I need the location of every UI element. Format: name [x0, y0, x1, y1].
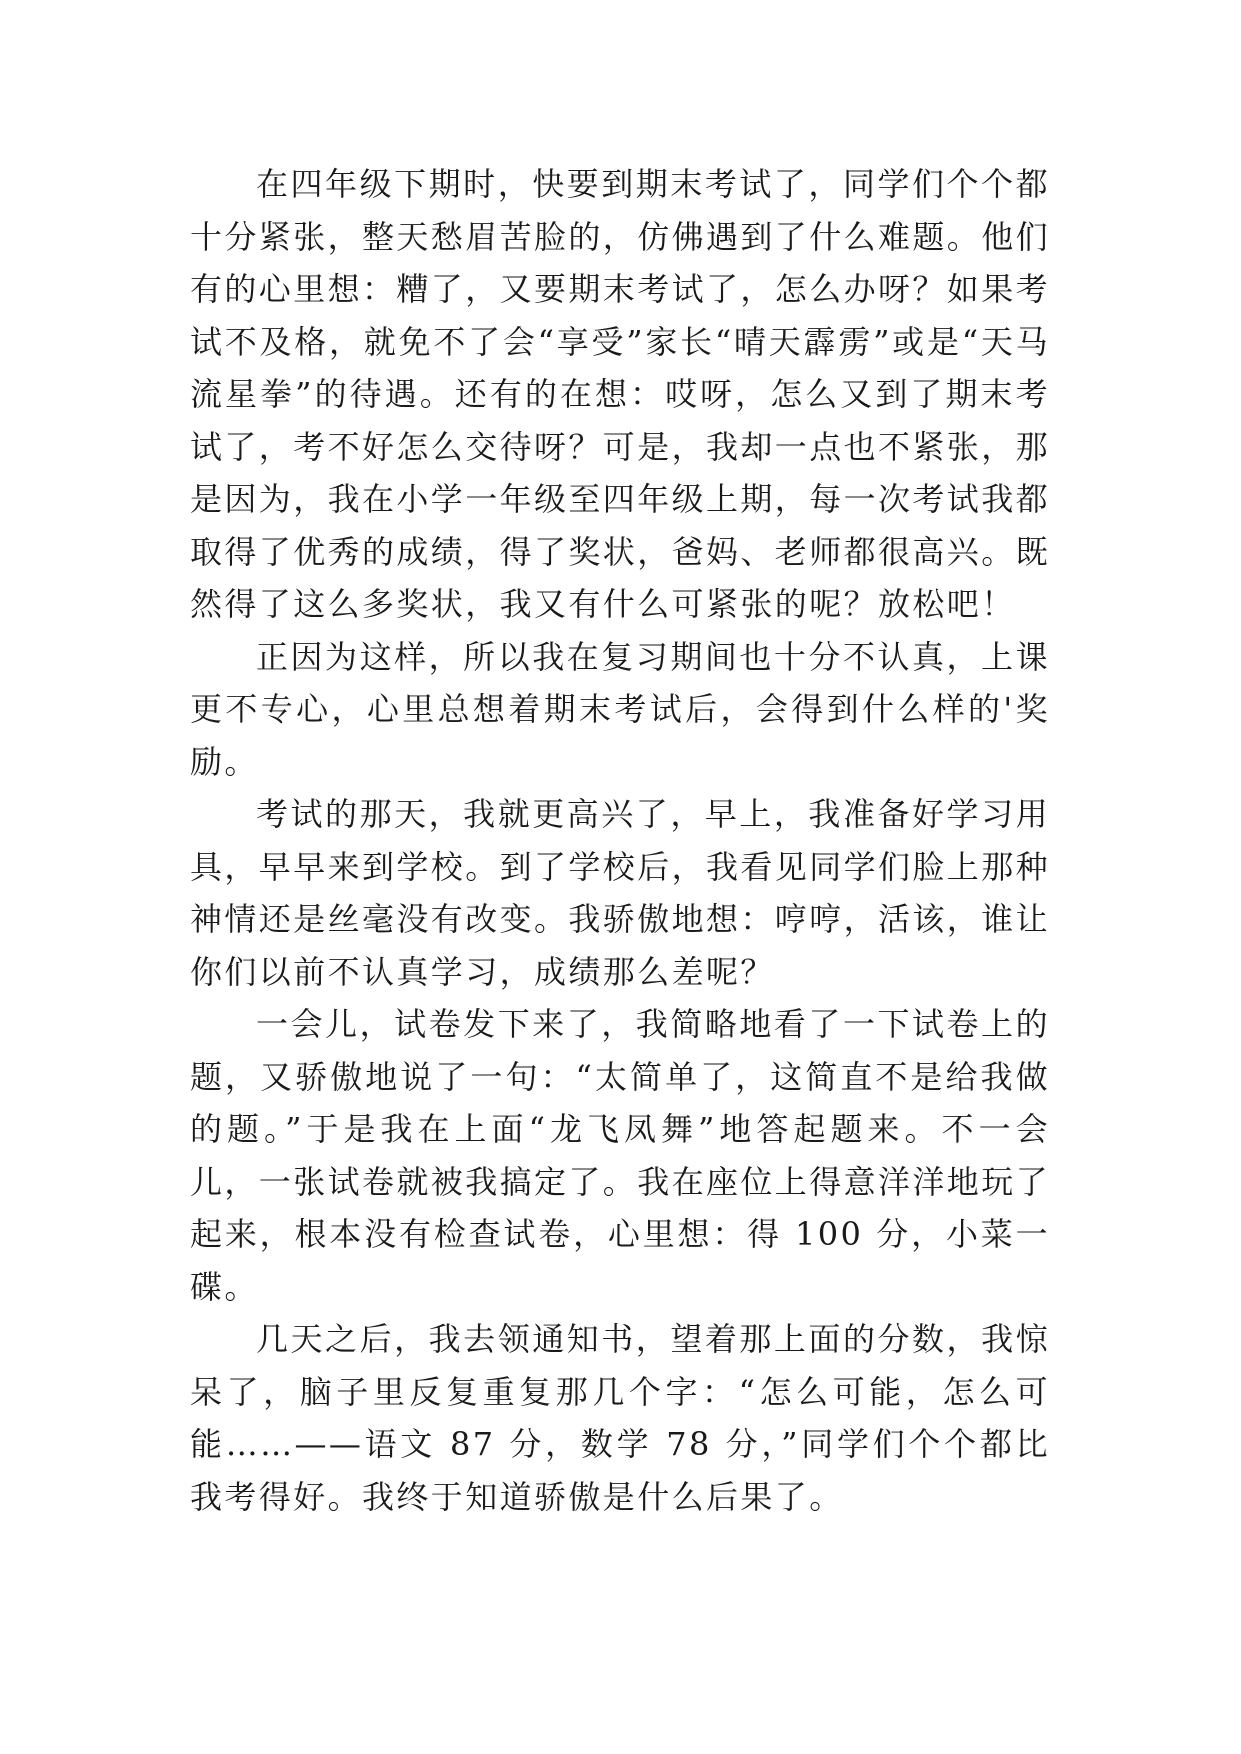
paragraph-4: 一会儿，试卷发下来了，我简略地看了一下试卷上的题，又骄傲地说了一句：“太简单了，这简直不是给我做的题。”于是我在上面“龙飞凤舞”地答起题来。不一会儿，一张试卷就被我搞定了。我在座位上得意洋洋地玩了起来，根本没有检查试卷，心里想：得 100 分，小菜一碟。 — [190, 1005, 1051, 1306]
body-text — [190, 158, 1050, 1523]
paragraph-5: 几天之后，我去领通知书，望着那上面的分数，我惊呆了，脑子里反复重复那几个字：“怎么可能，怎么可能……——语文 87 分，数学 78 分，”同学们个个都比我考得好。我终于知道骄傲是什么后果了。 — [190, 1320, 1050, 1516]
paragraph-3: 考试的那天，我就更高兴了，早上，我准备好学习用具，早早来到学校。到了学校后，我看见同学们脸上那种神情还是丝毫没有改变。我骄傲地想：哼哼，活该，谁让你们以前不认真学习，成绩那么差呢？ — [190, 795, 1051, 991]
paragraph-1: 在四年级下期时，快要到期末考试了，同学们个个都十分紧张，整天愁眉苦脸的，仿佛遇到了什么难题。他们有的心里想：糟了，又要期末考试了，怎么办呀？如果考试不及格，就免不了会“享受”家长“晴天霹雳”或是“天马流星拳”的待遇。还有的在想：哎呀，怎么又到了期末考试了，考不好怎么交待呀？可是，我却一点也不紧张，那是因为，我在小学一年级至四年级上期，每一次考试我都取得了优秀的成绩，得了奖状，爸妈、老师都很高兴。既然得了这么多奖状，我又有什么可紧张的呢？放松吧！ — [190, 165, 1051, 623]
paragraph-2: 正因为这样，所以我在复习期间也十分不认真，上课更不专心，心里总想着期末考试后，会得到什么样的'奖励。 — [190, 637, 1050, 781]
